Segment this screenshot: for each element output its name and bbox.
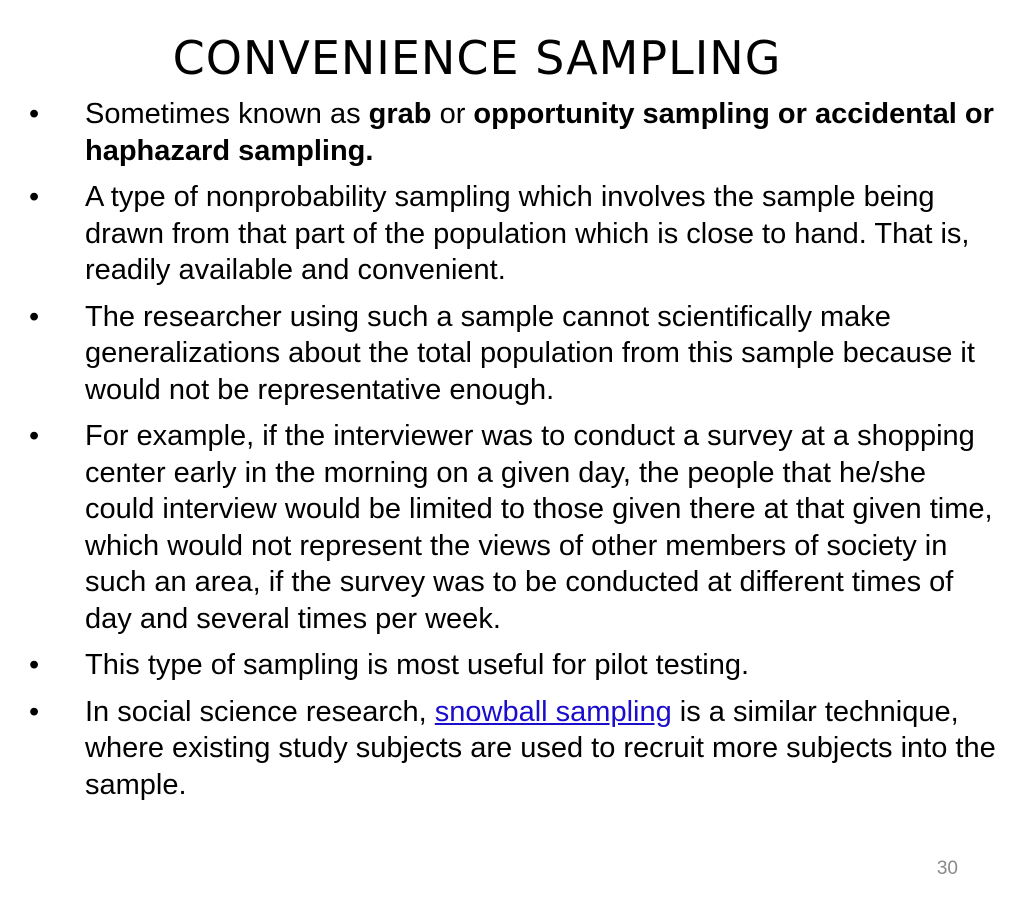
bullet-text: In social science research, bbox=[85, 695, 435, 728]
bullet-dot: • bbox=[29, 98, 40, 130]
bullet-dot: • bbox=[29, 695, 40, 728]
bullet-item-usefulness bbox=[0, 647, 1000, 684]
bullet-item-aliases bbox=[0, 96, 1000, 169]
bold-term-grab: grab bbox=[368, 98, 432, 130]
slide-title: CONVENIENCE SAMPLING bbox=[172, 31, 782, 85]
bullet-item-example bbox=[0, 418, 1000, 637]
bullet-dot: • bbox=[29, 649, 40, 681]
snowball-sampling-link[interactable]: snowball sampling bbox=[434, 695, 672, 728]
bullet-dot: • bbox=[29, 181, 40, 213]
bullet-item-snowball bbox=[0, 694, 1000, 804]
bullet-text: A type of nonprobability sampling which involves the sample being drawn from that part of the population which is close to hand. That is, readily available and convenient. bbox=[85, 181, 970, 286]
page-number: 30 bbox=[936, 858, 958, 879]
bold-term-opportunity: opportunity sampling or accidental or haphazard sampling. bbox=[85, 98, 994, 167]
bullet-text: is a similar technique, where existing study subjects are used to recruit more subjects into the sample. bbox=[85, 695, 996, 801]
bullet-dot: • bbox=[29, 420, 40, 452]
bullet-dot: • bbox=[29, 300, 40, 333]
bullet-text: This type of sampling is most useful for pilot testing. bbox=[85, 649, 750, 681]
bullet-text: Sometimes known as bbox=[85, 98, 369, 130]
bullet-list bbox=[0, 96, 1000, 813]
bullet-text: or bbox=[431, 98, 474, 130]
bullet-item-definition bbox=[0, 179, 1000, 289]
bullet-text: The researcher using such a sample cannot scientifically make generalizations about the total population from this sample because it would not be representative enough. bbox=[85, 300, 975, 406]
bullet-text: For example, if the interviewer was to conduct a survey at a shopping center early in the morning on a given day, the people that he/she could interview would be limited to those given there at that given time, which would not represent the views of other members of society in such an area, if the survey was to be conducted at different times of day and several times per week. bbox=[85, 420, 993, 635]
bullet-item-limitation bbox=[0, 299, 1000, 409]
